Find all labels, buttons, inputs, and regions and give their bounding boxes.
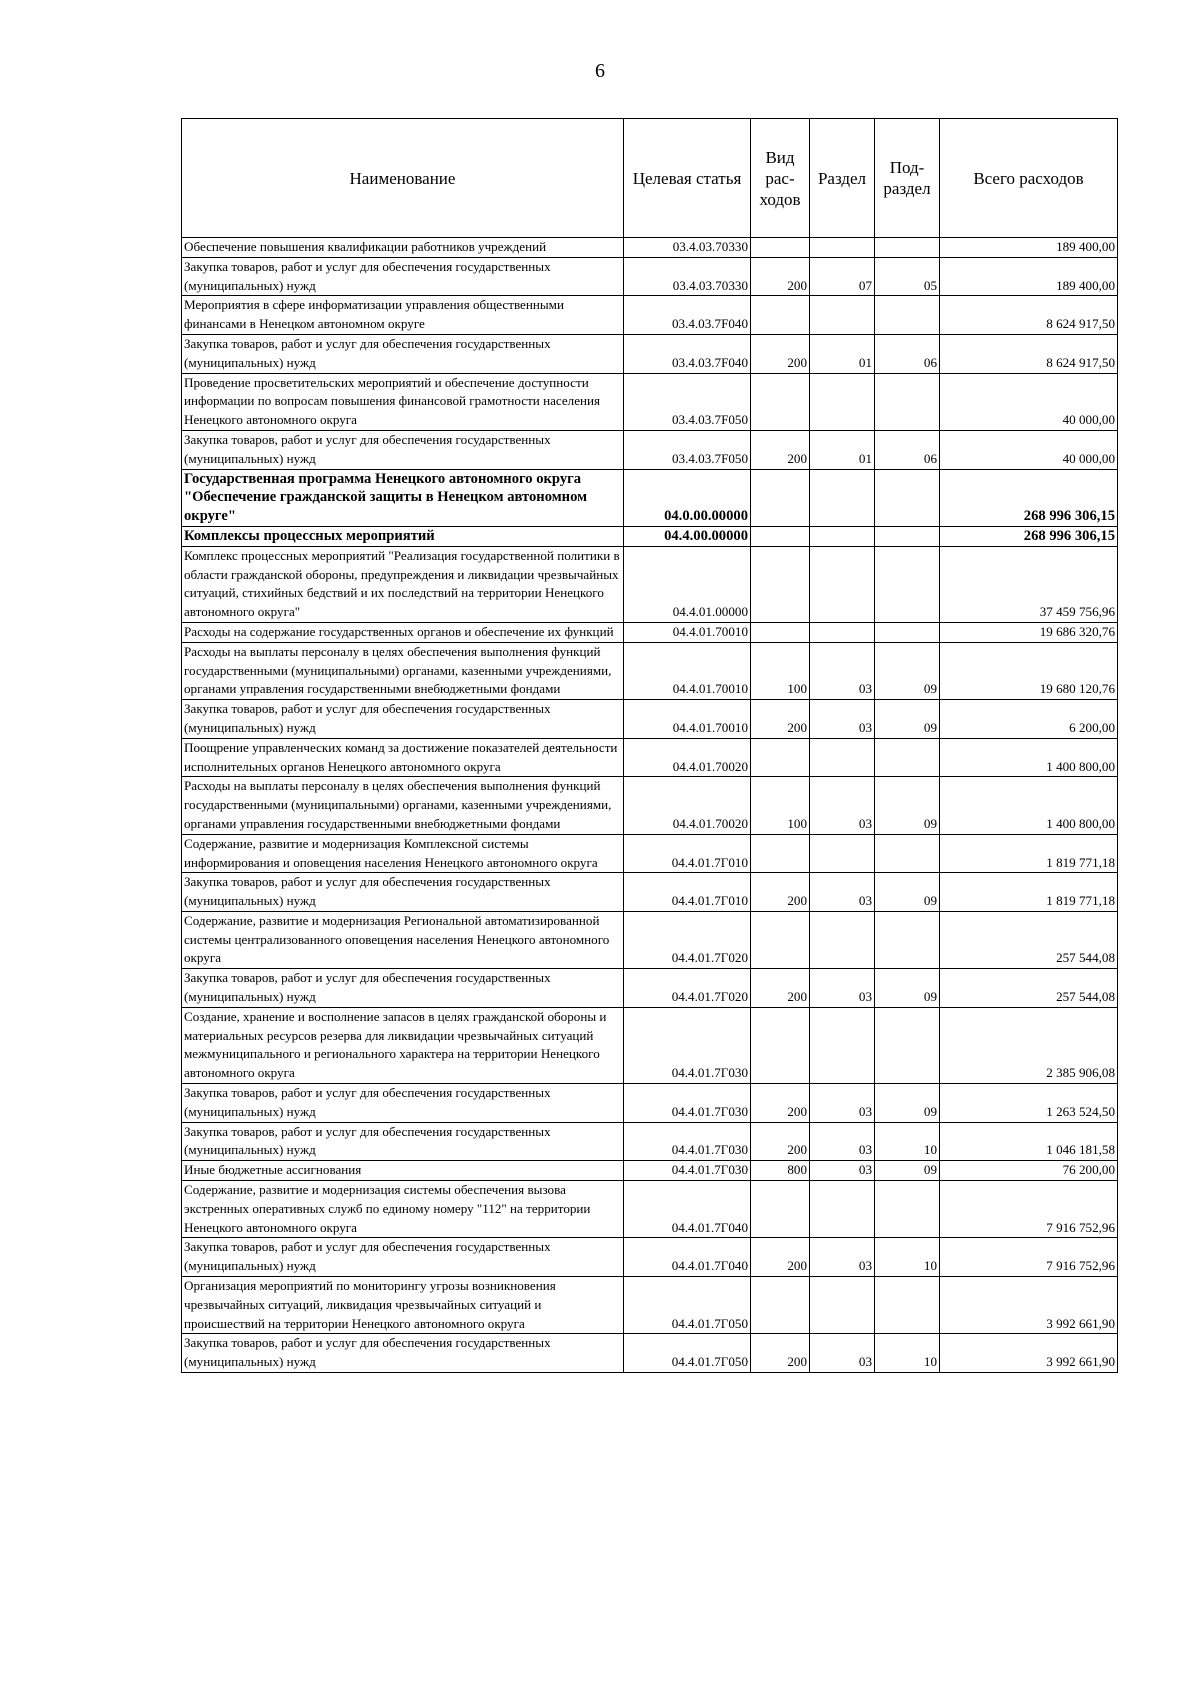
cell-target-article: 04.4.01.00000 xyxy=(624,546,751,622)
cell-total: 3 992 661,90 xyxy=(940,1277,1118,1334)
table-row xyxy=(182,1277,1118,1334)
cell-target-article: 04.4.01.70010 xyxy=(624,700,751,739)
cell-total: 7 916 752,96 xyxy=(940,1181,1118,1238)
cell-total: 1 046 181,58 xyxy=(940,1122,1118,1161)
cell-expense-kind xyxy=(751,1181,810,1238)
cell-section: 03 xyxy=(810,873,875,912)
cell-target-article: 04.4.01.70020 xyxy=(624,738,751,777)
cell-expense-kind: 200 xyxy=(751,873,810,912)
cell-section: 01 xyxy=(810,334,875,373)
header-name: Наименование xyxy=(182,119,624,238)
cell-total: 3 992 661,90 xyxy=(940,1334,1118,1373)
cell-section xyxy=(810,1181,875,1238)
cell-total: 19 680 120,76 xyxy=(940,642,1118,699)
cell-name: Проведение просветительских мероприятий и обеспечение доступности информации по вопросам повышения финансовой грамотности населения Ненецкого автономного округа xyxy=(182,373,624,430)
cell-subsection xyxy=(875,1277,940,1334)
cell-subsection xyxy=(875,373,940,430)
table-row xyxy=(182,738,1118,777)
cell-section xyxy=(810,546,875,622)
cell-expense-kind xyxy=(751,546,810,622)
cell-total: 40 000,00 xyxy=(940,430,1118,469)
cell-total: 2 385 906,08 xyxy=(940,1007,1118,1083)
table-row xyxy=(182,873,1118,912)
table-row xyxy=(182,469,1118,526)
table-header-row xyxy=(182,119,1118,238)
cell-name: Содержание, развитие и модернизация Комплексной системы информирования и оповещения населения Ненецкого автономного округа xyxy=(182,834,624,873)
cell-subsection xyxy=(875,296,940,335)
cell-subsection: 09 xyxy=(875,642,940,699)
cell-total: 1 263 524,50 xyxy=(940,1084,1118,1123)
cell-target-article: 03.4.03.7F050 xyxy=(624,373,751,430)
cell-expense-kind xyxy=(751,1007,810,1083)
table-row xyxy=(182,296,1118,335)
cell-expense-kind: 200 xyxy=(751,1122,810,1161)
header-total: Всего расходов xyxy=(940,119,1118,238)
table-row xyxy=(182,334,1118,373)
header-expense-kind: Вид рас-ходов xyxy=(751,119,810,238)
cell-expense-kind: 200 xyxy=(751,257,810,296)
table-row xyxy=(182,257,1118,296)
cell-subsection xyxy=(875,469,940,526)
cell-section xyxy=(810,238,875,258)
cell-name: Организация мероприятий по мониторингу угрозы возникновения чрезвычайных ситуаций, ликвидация чрезвычайных ситуаций и происшествий на территории Ненецкого автономного округа xyxy=(182,1277,624,1334)
cell-target-article: 04.4.01.7Г040 xyxy=(624,1181,751,1238)
cell-name: Закупка товаров, работ и услуг для обеспечения государственных (муниципальных) нужд xyxy=(182,873,624,912)
cell-total: 268 996 306,15 xyxy=(940,469,1118,526)
cell-subsection: 09 xyxy=(875,777,940,834)
cell-total: 8 624 917,50 xyxy=(940,334,1118,373)
cell-section xyxy=(810,1277,875,1334)
cell-total: 19 686 320,76 xyxy=(940,622,1118,642)
cell-section: 07 xyxy=(810,257,875,296)
header-subsection: Под-раздел xyxy=(875,119,940,238)
cell-expense-kind: 200 xyxy=(751,334,810,373)
cell-subsection: 10 xyxy=(875,1122,940,1161)
cell-name: Закупка товаров, работ и услуг для обеспечения государственных (муниципальных) нужд xyxy=(182,430,624,469)
cell-target-article: 04.0.00.00000 xyxy=(624,469,751,526)
table-row xyxy=(182,700,1118,739)
cell-total: 6 200,00 xyxy=(940,700,1118,739)
cell-expense-kind: 200 xyxy=(751,430,810,469)
cell-subsection xyxy=(875,738,940,777)
cell-subsection: 06 xyxy=(875,430,940,469)
cell-target-article: 04.4.01.7Г030 xyxy=(624,1122,751,1161)
cell-subsection: 10 xyxy=(875,1238,940,1277)
cell-target-article: 03.4.03.7F050 xyxy=(624,430,751,469)
cell-subsection: 09 xyxy=(875,873,940,912)
table-row xyxy=(182,1181,1118,1238)
table-row xyxy=(182,430,1118,469)
cell-target-article: 03.4.03.7F040 xyxy=(624,296,751,335)
cell-target-article: 04.4.01.7Г020 xyxy=(624,969,751,1008)
table-row xyxy=(182,622,1118,642)
cell-name: Мероприятия в сфере информатизации управления общественными финансами в Ненецком автономном округе xyxy=(182,296,624,335)
table-row xyxy=(182,238,1118,258)
cell-total: 189 400,00 xyxy=(940,257,1118,296)
cell-expense-kind xyxy=(751,526,810,546)
cell-total: 1 400 800,00 xyxy=(940,777,1118,834)
cell-subsection xyxy=(875,622,940,642)
table-row xyxy=(182,1007,1118,1083)
cell-expense-kind xyxy=(751,834,810,873)
cell-subsection xyxy=(875,1181,940,1238)
cell-total: 40 000,00 xyxy=(940,373,1118,430)
cell-subsection: 09 xyxy=(875,1161,940,1181)
cell-section: 03 xyxy=(810,1161,875,1181)
cell-total: 37 459 756,96 xyxy=(940,546,1118,622)
cell-target-article: 04.4.01.7Г010 xyxy=(624,834,751,873)
table-row xyxy=(182,911,1118,968)
cell-name: Закупка товаров, работ и услуг для обеспечения государственных (муниципальных) нужд xyxy=(182,700,624,739)
cell-target-article: 04.4.01.7Г030 xyxy=(624,1084,751,1123)
cell-target-article: 04.4.01.7Г010 xyxy=(624,873,751,912)
header-target-article: Целевая статья xyxy=(624,119,751,238)
cell-section xyxy=(810,622,875,642)
table-row xyxy=(182,526,1118,546)
cell-section xyxy=(810,469,875,526)
table-row xyxy=(182,1334,1118,1373)
cell-name: Содержание, развитие и модернизация Региональной автоматизированной системы централизованного оповещения населения Ненецкого автономного округа xyxy=(182,911,624,968)
cell-name: Государственная программа Ненецкого автономного округа "Обеспечение гражданской защиты в Ненецком автономном округе" xyxy=(182,469,624,526)
cell-name: Обеспечение повышения квалификации работников учреждений xyxy=(182,238,624,258)
cell-target-article: 04.4.01.7Г020 xyxy=(624,911,751,968)
cell-section: 03 xyxy=(810,777,875,834)
cell-target-article: 04.4.01.7Г050 xyxy=(624,1277,751,1334)
table-row xyxy=(182,642,1118,699)
cell-target-article: 03.4.03.70330 xyxy=(624,257,751,296)
cell-target-article: 04.4.01.7Г050 xyxy=(624,1334,751,1373)
cell-subsection xyxy=(875,834,940,873)
cell-name: Расходы на выплаты персоналу в целях обеспечения выполнения функций государственными (муниципальными) органами, казенными учреждениями, органами управления государственными внебюджетными фондами xyxy=(182,777,624,834)
budget-table xyxy=(181,118,1118,1373)
cell-target-article: 04.4.01.7Г030 xyxy=(624,1007,751,1083)
cell-total: 189 400,00 xyxy=(940,238,1118,258)
cell-target-article: 04.4.01.70010 xyxy=(624,642,751,699)
cell-section xyxy=(810,296,875,335)
cell-name: Содержание, развитие и модернизация системы обеспечения вызова экстренных оперативных служб по единому номеру "112" на территории Ненецкого автономного округа xyxy=(182,1181,624,1238)
cell-section: 03 xyxy=(810,1334,875,1373)
header-section: Раздел xyxy=(810,119,875,238)
cell-name: Поощрение управленческих команд за достижение показателей деятельности исполнительных органов Ненецкого автономного округа xyxy=(182,738,624,777)
cell-expense-kind: 800 xyxy=(751,1161,810,1181)
cell-section: 03 xyxy=(810,1238,875,1277)
cell-expense-kind xyxy=(751,911,810,968)
cell-expense-kind: 100 xyxy=(751,642,810,699)
cell-expense-kind: 200 xyxy=(751,700,810,739)
cell-name: Закупка товаров, работ и услуг для обеспечения государственных (муниципальных) нужд xyxy=(182,1334,624,1373)
cell-expense-kind: 200 xyxy=(751,1334,810,1373)
cell-expense-kind xyxy=(751,238,810,258)
cell-expense-kind xyxy=(751,469,810,526)
cell-name: Расходы на содержание государственных органов и обеспечение их функций xyxy=(182,622,624,642)
cell-subsection: 09 xyxy=(875,700,940,739)
cell-expense-kind: 200 xyxy=(751,969,810,1008)
table-row xyxy=(182,1084,1118,1123)
cell-subsection: 10 xyxy=(875,1334,940,1373)
cell-total: 1 819 771,18 xyxy=(940,873,1118,912)
cell-section: 03 xyxy=(810,1084,875,1123)
cell-section: 03 xyxy=(810,642,875,699)
cell-section: 03 xyxy=(810,1122,875,1161)
cell-name: Комплекс процессных мероприятий "Реализация государственной политики в области гражданской обороны, предупреждения и ликвидации чрезвычайных ситуаций, стихийных бедствий и их последствий на территории Ненецкого автономного округа" xyxy=(182,546,624,622)
cell-name: Закупка товаров, работ и услуг для обеспечения государственных (муниципальных) нужд xyxy=(182,1122,624,1161)
cell-subsection: 06 xyxy=(875,334,940,373)
cell-expense-kind xyxy=(751,1277,810,1334)
cell-name: Комплексы процессных мероприятий xyxy=(182,526,624,546)
table-row xyxy=(182,546,1118,622)
table-row xyxy=(182,1238,1118,1277)
table-row xyxy=(182,834,1118,873)
cell-total: 7 916 752,96 xyxy=(940,1238,1118,1277)
cell-subsection: 09 xyxy=(875,1084,940,1123)
cell-subsection xyxy=(875,911,940,968)
cell-section xyxy=(810,834,875,873)
cell-section xyxy=(810,911,875,968)
cell-section: 03 xyxy=(810,969,875,1008)
cell-name: Создание, хранение и восполнение запасов в целях гражданской обороны и материальных ресурсов резерва для ликвидации чрезвычайных ситуаций межмуниципального и регионального характера на территории Ненецкого автономного округа xyxy=(182,1007,624,1083)
cell-target-article: 04.4.01.7Г030 xyxy=(624,1161,751,1181)
cell-section xyxy=(810,1007,875,1083)
cell-section: 01 xyxy=(810,430,875,469)
cell-total: 268 996 306,15 xyxy=(940,526,1118,546)
cell-expense-kind: 200 xyxy=(751,1084,810,1123)
cell-subsection: 09 xyxy=(875,969,940,1008)
cell-expense-kind xyxy=(751,373,810,430)
table-row xyxy=(182,969,1118,1008)
cell-target-article: 04.4.01.70020 xyxy=(624,777,751,834)
cell-name: Закупка товаров, работ и услуг для обеспечения государственных (муниципальных) нужд xyxy=(182,969,624,1008)
cell-total: 1 819 771,18 xyxy=(940,834,1118,873)
cell-subsection xyxy=(875,1007,940,1083)
table-row xyxy=(182,777,1118,834)
cell-total: 257 544,08 xyxy=(940,911,1118,968)
cell-subsection: 05 xyxy=(875,257,940,296)
cell-subsection xyxy=(875,526,940,546)
cell-name: Расходы на выплаты персоналу в целях обеспечения выполнения функций государственными (муниципальными) органами, казенными учреждениями, органами управления государственными внебюджетными фондами xyxy=(182,642,624,699)
table-row xyxy=(182,1122,1118,1161)
cell-section xyxy=(810,373,875,430)
cell-name: Закупка товаров, работ и услуг для обеспечения государственных (муниципальных) нужд xyxy=(182,257,624,296)
cell-name: Закупка товаров, работ и услуг для обеспечения государственных (муниципальных) нужд xyxy=(182,1084,624,1123)
cell-subsection xyxy=(875,238,940,258)
cell-name: Закупка товаров, работ и услуг для обеспечения государственных (муниципальных) нужд xyxy=(182,334,624,373)
table-body xyxy=(182,238,1118,1373)
cell-total: 257 544,08 xyxy=(940,969,1118,1008)
cell-expense-kind xyxy=(751,622,810,642)
cell-target-article: 03.4.03.70330 xyxy=(624,238,751,258)
cell-total: 76 200,00 xyxy=(940,1161,1118,1181)
cell-expense-kind xyxy=(751,296,810,335)
cell-expense-kind: 100 xyxy=(751,777,810,834)
cell-name: Закупка товаров, работ и услуг для обеспечения государственных (муниципальных) нужд xyxy=(182,1238,624,1277)
table-row xyxy=(182,1161,1118,1181)
page-number: 6 xyxy=(595,60,605,82)
cell-target-article: 04.4.01.70010 xyxy=(624,622,751,642)
cell-section xyxy=(810,526,875,546)
cell-section: 03 xyxy=(810,700,875,739)
cell-target-article: 04.4.00.00000 xyxy=(624,526,751,546)
cell-total: 1 400 800,00 xyxy=(940,738,1118,777)
cell-expense-kind: 200 xyxy=(751,1238,810,1277)
cell-target-article: 03.4.03.7F040 xyxy=(624,334,751,373)
cell-total: 8 624 917,50 xyxy=(940,296,1118,335)
cell-expense-kind xyxy=(751,738,810,777)
cell-target-article: 04.4.01.7Г040 xyxy=(624,1238,751,1277)
cell-subsection xyxy=(875,546,940,622)
table-row xyxy=(182,373,1118,430)
cell-name: Иные бюджетные ассигнования xyxy=(182,1161,624,1181)
cell-section xyxy=(810,738,875,777)
